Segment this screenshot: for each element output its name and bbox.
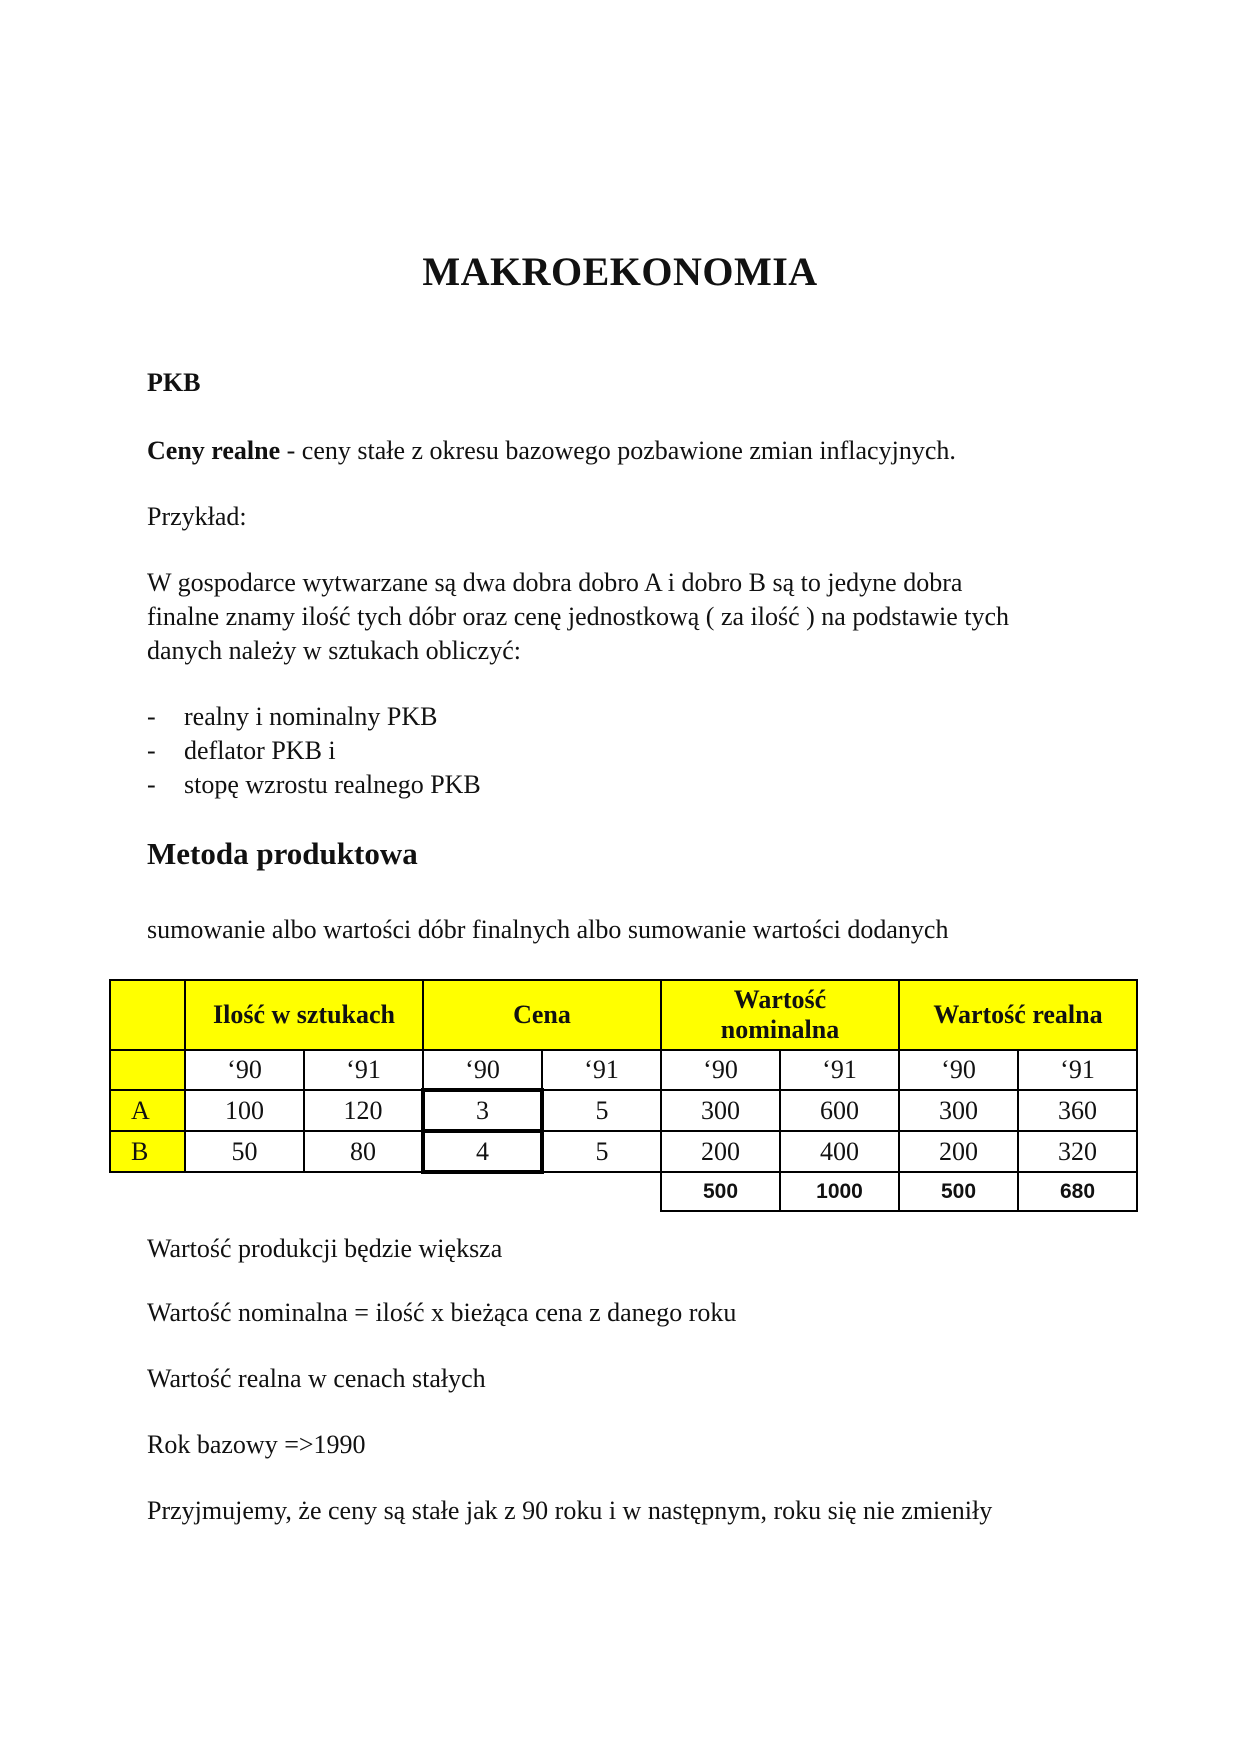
table-corner-cell (110, 980, 185, 1050)
note-line: Wartość nominalna = ilość x bieżąca cena z danego roku (147, 1298, 737, 1327)
row-label: A (110, 1090, 185, 1131)
table-cell: 80 (304, 1131, 423, 1172)
table-cell: 300 (661, 1090, 780, 1131)
bullet-dash: - (147, 702, 156, 731)
table-cell: 50 (185, 1131, 304, 1172)
table-cell: 400 (780, 1131, 899, 1172)
header-nominal-line-2: nominalna (720, 1015, 840, 1044)
table-cell: 200 (899, 1131, 1018, 1172)
paragraph-line-1: W gospodarce wytwarzane są dwa dobra dobro A i dobro B są to jedyne dobra (147, 568, 963, 597)
total-cell: 1000 (780, 1172, 899, 1211)
blank-cell (185, 1172, 304, 1211)
method-heading: Metoda produktowa (147, 836, 418, 871)
bullet-text: stopę wzrostu realnego PKB (184, 770, 481, 799)
table-cell: 200 (661, 1131, 780, 1172)
document-title: MAKROEKONOMIA (422, 249, 818, 294)
table-row (110, 1131, 1137, 1172)
bullet-item (147, 768, 481, 802)
note-line: Wartość realna w cenach stałych (147, 1364, 486, 1393)
note-line: Wartość produkcji będzie większa (147, 1234, 503, 1263)
bullet-text: realny i nominalny PKB (184, 702, 438, 731)
definition-text: - ceny stałe z okresu bazowego pozbawione zmian inflacyjnych. (280, 436, 956, 465)
header-real-value: Wartość realna (899, 980, 1137, 1050)
section-heading-pkb: PKB (147, 368, 201, 397)
blank-cell (423, 1172, 542, 1211)
header-nominal-value (661, 980, 899, 1050)
paragraph-line-2: finalne znamy ilość tych dóbr oraz cenę jednostkową ( za ilość ) na podstawie tych (147, 602, 1010, 631)
table-cell: 360 (1018, 1090, 1137, 1131)
definition-term: Ceny realne (147, 436, 281, 465)
header-price: Cena (423, 980, 661, 1050)
paragraph-line-3: danych należy w sztukach obliczyć: (147, 636, 521, 665)
table-cell: 120 (304, 1090, 423, 1131)
year-cell: ‘91 (780, 1050, 899, 1090)
table-header-row (110, 980, 1137, 1050)
note-line: Przyjmujemy, że ceny są stałe jak z 90 roku i w następnym, roku się nie zmieniły (147, 1496, 993, 1525)
table-cell: 600 (780, 1090, 899, 1131)
total-cell: 500 (661, 1172, 780, 1211)
table-years-row (110, 1050, 1137, 1090)
year-cell: ‘90 (899, 1050, 1018, 1090)
bullet-dash: - (147, 736, 156, 765)
year-cell: ‘90 (185, 1050, 304, 1090)
table-cell: 5 (542, 1090, 661, 1131)
table-cell: 3 (423, 1090, 542, 1131)
row-label: B (110, 1131, 185, 1172)
blank-cell (542, 1172, 661, 1211)
table-cell: 100 (185, 1090, 304, 1131)
example-label: Przykład: (147, 502, 247, 531)
table-totals-row (110, 1172, 1137, 1211)
year-cell: ‘90 (661, 1050, 780, 1090)
header-nominal-line-1: Wartość (733, 985, 827, 1014)
blank-cell (304, 1172, 423, 1211)
year-cell: ‘91 (1018, 1050, 1137, 1090)
bullet-item (147, 700, 437, 734)
total-cell: 500 (899, 1172, 1018, 1211)
table-cell: 320 (1018, 1131, 1137, 1172)
total-cell: 680 (1018, 1172, 1137, 1211)
years-row-label (110, 1050, 185, 1090)
blank-cell (110, 1172, 185, 1211)
bullet-dash: - (147, 770, 156, 799)
bullet-item (147, 734, 336, 768)
table-cell: 5 (542, 1131, 661, 1172)
note-line: Rok bazowy =>1990 (147, 1430, 366, 1459)
table-cell: 4 (423, 1131, 542, 1172)
bullet-text: deflator PKB i (184, 736, 336, 765)
table-cell: 300 (899, 1090, 1018, 1131)
table-row (110, 1090, 1137, 1131)
definition-paragraph (147, 434, 956, 468)
header-quantity: Ilość w sztukach (185, 980, 423, 1050)
year-cell: ‘91 (542, 1050, 661, 1090)
gdp-table (109, 979, 1138, 1212)
method-description: sumowanie albo wartości dóbr finalnych albo sumowanie wartości dodanych (147, 915, 949, 944)
year-cell: ‘90 (423, 1050, 542, 1090)
year-cell: ‘91 (304, 1050, 423, 1090)
